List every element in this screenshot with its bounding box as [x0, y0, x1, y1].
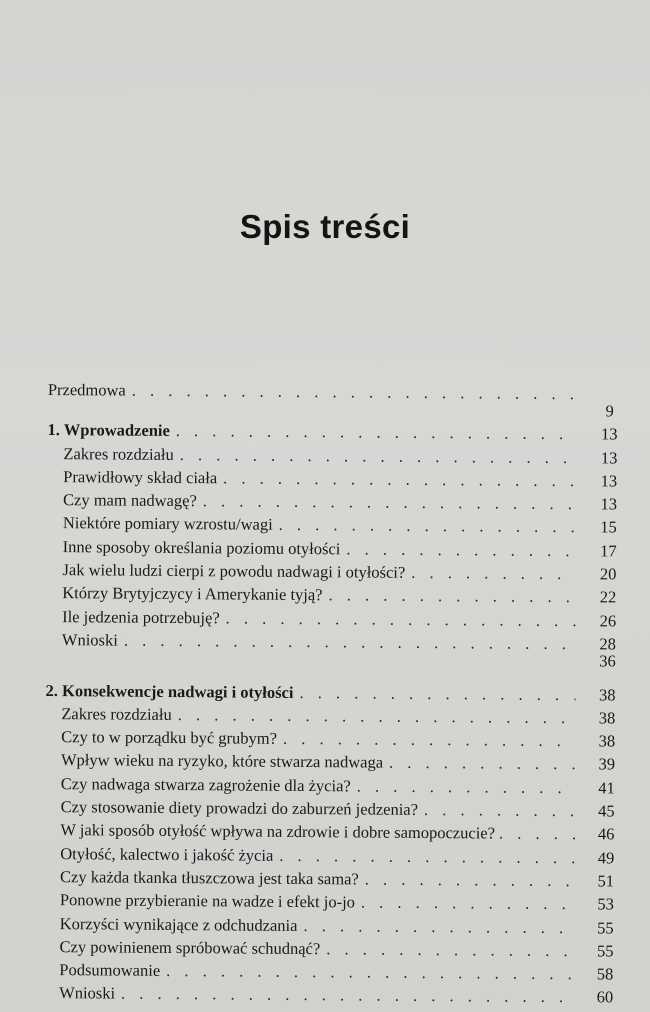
toc-entry-label: Ponowne przybieranie na wadze i efekt jo-jo — [59, 890, 356, 912]
dot-leader — [365, 867, 574, 892]
dot-leader — [203, 489, 577, 515]
toc-entry-label: Korzyści wynikające z odchudzania — [59, 913, 298, 935]
toc-page-number: 22 — [599, 587, 617, 607]
toc-page-number: 49 — [597, 847, 615, 868]
toc-entry-label: Czy mam nadwagę? — [62, 490, 197, 511]
toc-entry-label: Prawidłowy skład ciała — [63, 467, 218, 488]
toc-page-number: 38 — [598, 731, 616, 751]
dot-leader — [178, 703, 576, 729]
dot-leader — [180, 443, 578, 469]
toc-page-number: 38 — [598, 708, 616, 728]
toc-entry-label: Wpływ wieku na ryzyko, które stwarza nadwaga — [60, 750, 384, 773]
toc-page-number: 41 — [598, 778, 615, 798]
toc-entry-label: Otyłość, kalectwo i jakość życia — [60, 843, 274, 865]
toc-page-number: 20 — [599, 564, 617, 584]
toc-page-number: 13 — [601, 424, 618, 444]
dot-leader — [424, 798, 575, 822]
dot-leader — [303, 914, 573, 939]
dot-leader — [299, 681, 575, 706]
dot-leader — [499, 822, 577, 846]
toc-page-number: 60 — [596, 987, 614, 1007]
dot-leader — [124, 629, 576, 656]
toc-page-number: 17 — [600, 541, 617, 561]
toc-entry-front — [48, 378, 618, 406]
toc-page-number: 26 — [599, 611, 617, 631]
toc-page-number: 13 — [600, 494, 618, 514]
dot-leader — [389, 751, 575, 776]
dot-leader — [411, 561, 576, 586]
dot-leader — [361, 891, 574, 916]
dot-leader — [357, 774, 575, 799]
toc-chapter-label: 1. Wprowadzenie — [47, 420, 170, 441]
toc-page-number: 28 — [599, 634, 617, 654]
toc-page-number: 45 — [598, 801, 615, 821]
toc-chapter-label: 2. Konsekwencje nadwagi i otyłości — [45, 680, 294, 702]
dot-leader — [226, 606, 577, 632]
toc-entry-label: Wnioski — [61, 630, 118, 650]
table-of-contents — [43, 378, 618, 1009]
toc-page-number: 55 — [597, 917, 614, 937]
toc-entry-label: Przedmowa — [47, 379, 126, 400]
dot-leader — [283, 727, 575, 753]
dot-leader — [176, 419, 578, 445]
toc-entry-label: Ile jedzenia potrzebuję? — [62, 606, 220, 628]
toc-entry-label: Czy to w porządku być grubym? — [61, 727, 278, 748]
toc-entry — [46, 628, 616, 656]
toc-entry-label: Czy stosowanie diety prowadzi do zaburzeń jedzenia? — [60, 797, 419, 819]
toc-entry-label: Zakres rozdziału — [61, 703, 172, 724]
dot-leader — [346, 537, 576, 562]
toc-page-number: 39 — [598, 754, 616, 774]
toc-page-number: 13 — [600, 471, 618, 491]
toc-entry-label: Czy nadwaga stwarza zagrożenie dla życia? — [60, 773, 351, 796]
toc-page-number: 38 — [598, 684, 616, 705]
toc-entry-label: Czy powinienem spróbować schudnąć? — [59, 936, 321, 958]
dot-leader — [326, 937, 573, 962]
toc-page-number: 53 — [597, 894, 614, 914]
toc-page-number: 15 — [600, 517, 617, 537]
toc-entry-label: Którzy Brytyjczycy i Amerykanie tyją? — [62, 583, 323, 605]
toc-entry-label: Jak wielu ludzi cierpi z powodu nadwagi i otyłości? — [62, 560, 406, 582]
toc-page-number: 51 — [597, 871, 615, 891]
dot-leader — [223, 466, 577, 492]
toc-entry-label: W jaki sposób otyłość wpływa na zdrowie i dobre samopoczucie? — [60, 820, 496, 843]
toc-entry-label: Czy każda tkanka tłuszczowa jest taka sama? — [60, 867, 359, 889]
dot-leader — [132, 379, 578, 406]
toc-entry-label: Podsumowanie — [59, 960, 161, 981]
toc-entry-label: Inne sposoby określania poziomu otyłości — [62, 536, 341, 559]
dot-leader — [166, 959, 573, 985]
toc-page-number: 13 — [600, 447, 618, 468]
toc-page-number: 58 — [596, 964, 614, 984]
page-title: Spis treści — [239, 208, 411, 245]
toc-page-number: 9 — [605, 401, 614, 421]
toc-entry-label: Niektóre pomiary wzrostu/wagi — [62, 513, 273, 535]
toc-entry — [43, 981, 613, 1009]
dot-leader — [279, 513, 577, 539]
toc-page-number: 36 — [599, 651, 616, 671]
toc-page-number: 55 — [596, 941, 614, 961]
dot-leader — [328, 584, 576, 609]
toc-entry-label: Wnioski — [59, 983, 116, 1003]
toc-page-number: 46 — [597, 824, 615, 844]
dot-leader — [121, 982, 573, 1009]
toc-entry-label: Zakres rozdziału — [63, 443, 174, 464]
dot-leader — [279, 843, 574, 869]
